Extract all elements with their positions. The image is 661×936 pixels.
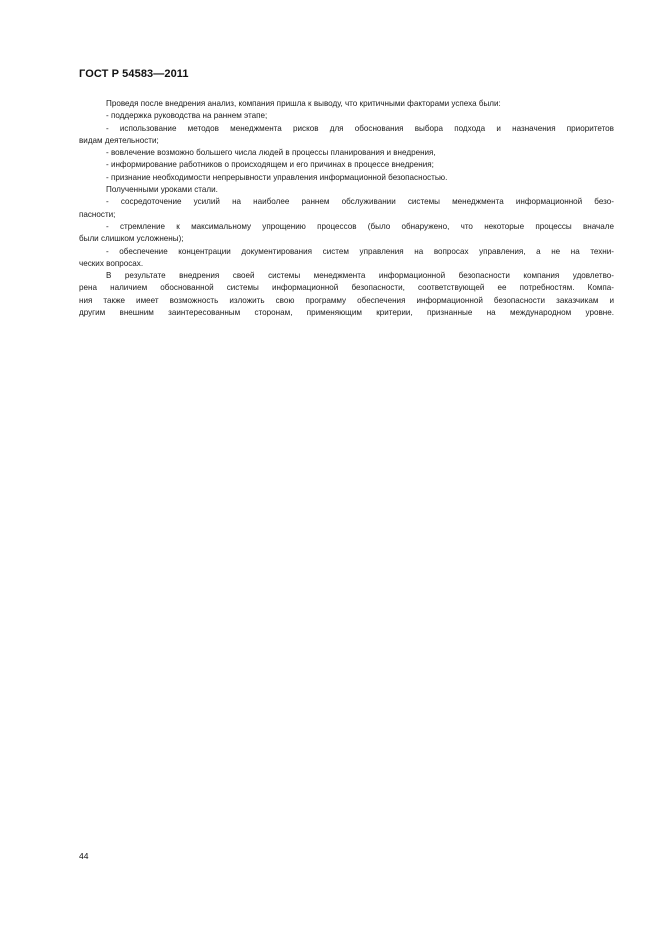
list-item: - сосредоточение усилий на наиболее раннем обслуживании системы менеджмента информационной безо- (106, 197, 614, 207)
list-item-continuation: видам деятельности; (79, 135, 159, 145)
paragraph-line: ния также имеет возможность изложить свою программу обеспечения информационной безопасности заказчикам и (79, 295, 614, 305)
document-header: ГОСТ Р 54583—2011 (79, 68, 189, 80)
document-body (79, 98, 614, 319)
paragraph-line: рена наличием обоснованной системы информационной безопасности, соответствующей ее потребностям. Компа- (79, 283, 614, 293)
paragraph-line: другим внешним заинтересованным сторонам, применяющим критерии, признанные на международном уровне. (79, 308, 614, 318)
page-number: 44 (79, 851, 89, 861)
paragraph-line: В результате внедрения своей системы менеджмента информационной безопасности компания удовлетво- (106, 271, 614, 281)
list-item: - признание необходимости непрерывности управления информационной безопасностью. (106, 172, 448, 182)
list-item: - информирование работников о происходящем и его причинах в процессе внедрения; (106, 160, 434, 170)
list-item: - поддержка руководства на раннем этапе; (106, 111, 268, 121)
list-item: - стремление к максимальному упрощению процессов (было обнаружено, что некоторые процессы вначале (106, 221, 614, 231)
list-item-continuation: ческих вопросах. (79, 258, 144, 268)
paragraph-line: Проведя после внедрения анализ, компания пришла к выводу, что критичными факторами успеха были: (106, 99, 501, 108)
list-item: - вовлечение возможно большего числа людей в процессы планирования и внедрения, (106, 148, 436, 158)
list-item-continuation: были слишком усложнены); (79, 234, 184, 244)
list-item: - обеспечение концентрации документирования систем управления на вопросах управления, а не на техни- (106, 246, 614, 256)
list-item-continuation: пасности; (79, 209, 116, 219)
list-item: - использование методов менеджмента рисков для обоснования выбора подхода и назначения приоритетов (106, 123, 614, 133)
paragraph-line: Полученными уроками стали. (106, 185, 218, 195)
